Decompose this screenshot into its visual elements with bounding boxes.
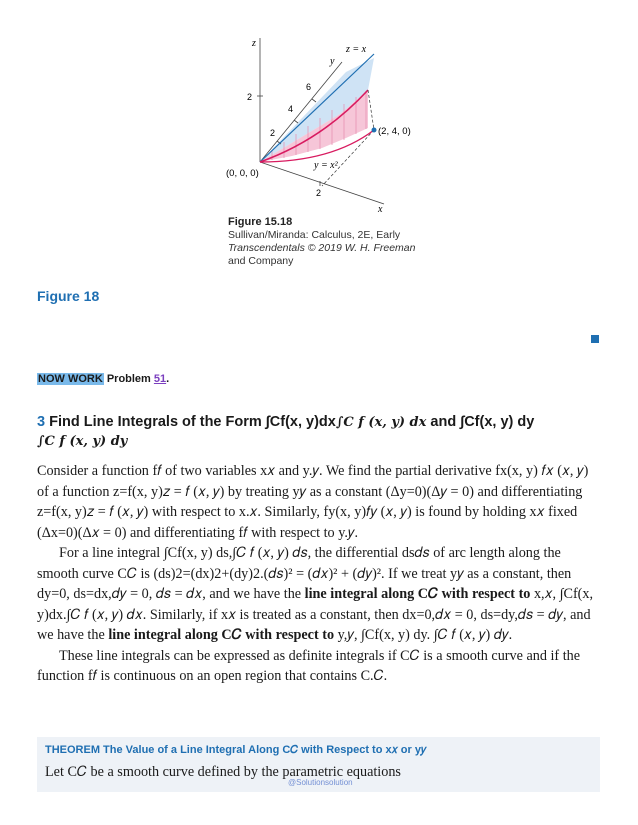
svg-text:(0, 0, 0): (0, 0, 0) [226,168,259,179]
figure-caption: Figure 15.18 Sullivan/Miranda: Calculus, 2E, Early Transcendentals © 2019 W. H. Freeman and Company [228,216,416,267]
section-number: 3 [37,414,46,430]
svg-text:2: 2 [247,92,253,102]
svg-text:x: x [378,204,383,215]
now-work-line: NOW WORK Problem 51. [38,373,170,385]
figure-15-18 [222,30,416,270]
watermark: @Solutionsolution [288,778,353,787]
theorem-text: Let C𝐶 be a smooth curve defined by the parametric equations [45,764,401,780]
end-of-example-marker [591,335,599,343]
svg-text:4: 4 [288,104,294,114]
svg-text:y = x²: y = x² [314,160,338,171]
body-text [37,461,599,687]
paragraph-1: Consider a function f𝑓 of two variables x𝑥 and y.𝑦. We find the partial derivative fx(x, y) 𝑓𝑥 (𝑥, 𝑦) of a function z=f(x, y)𝑧 = 𝑓 (𝑥, 𝑦) by treating y𝑦 as a constant (Δy=0)(Δ𝑦 = 0) and differentiating z=f(x, y)𝑧 = 𝑓 (𝑥, 𝑦) with respect to x.𝑥. Similarly, fy(x, y)𝑓𝑦 (𝑥, 𝑦) is found by holding x𝑥 fixed (Δx=0)(Δ𝑥 = 0) and differentiating f𝑓 with respect to y.𝑦. [37,463,589,541]
problem-link[interactable]: 51 [153,373,167,385]
paragraph-2: For a line integral ∫Cf(x, y) ds,∫𝐶 𝑓 (𝑥, 𝑦) 𝑑𝑠, the differential ds𝑑𝑠 of arc length along the smooth curve C𝐶 is (ds)2=(dx)2+(dy)2.(𝑑𝑠)² = (𝑑𝑥)² + (𝑑𝑦)². If we treat y𝑦 as a constant, then dy=0, ds=dx,𝑑𝑦 = 0, 𝑑𝑠 = 𝑑𝑥, and we have the line integral along C𝐶 with respect to x,𝑥, ∫Cf(x, y)dx.∫𝐶 𝑓 (𝑥, 𝑦) 𝑑𝑥. Similarly, if x𝑥 is treated as a constant, then dx=0,𝑑𝑥 = 0, ds=dy,𝑑𝑠 = 𝑑𝑦, and we have the line integral along C𝐶 with respect to y,𝑦, ∫Cf(x, y) dy. ∫𝐶 𝑓 (𝑥, 𝑦) 𝑑𝑦. [37,545,594,643]
svg-text:z: z [252,38,256,49]
theorem-title: THEOREM The Value of a Line Integral Along C𝐶 with Respect to x𝑥 or y𝑦 [45,744,427,756]
section-heading: 3 Find Line Integrals of the Form ∫Cf(x, y)dx∫C f (x, y) dx and ∫Cf(x, y) dy ∫C f (x, y) dy [37,414,535,449]
svg-text:6: 6 [306,82,312,92]
svg-text:z = x: z = x [346,44,367,55]
now-work-label: NOW WORK [38,373,103,385]
svg-text:(2, 4, 0): (2, 4, 0) [378,126,411,137]
svg-text:2: 2 [316,188,322,198]
end-point-marker [372,128,377,133]
svg-text:y: y [330,56,335,67]
svg-text:2: 2 [270,128,276,138]
figure-label: Figure 18 [37,288,100,304]
paragraph-3: These line integrals can be expressed as definite integrals if C𝐶 is a smooth curve and if the function f𝑓 is continuous on an open region that contains C.𝐶. [37,647,581,684]
